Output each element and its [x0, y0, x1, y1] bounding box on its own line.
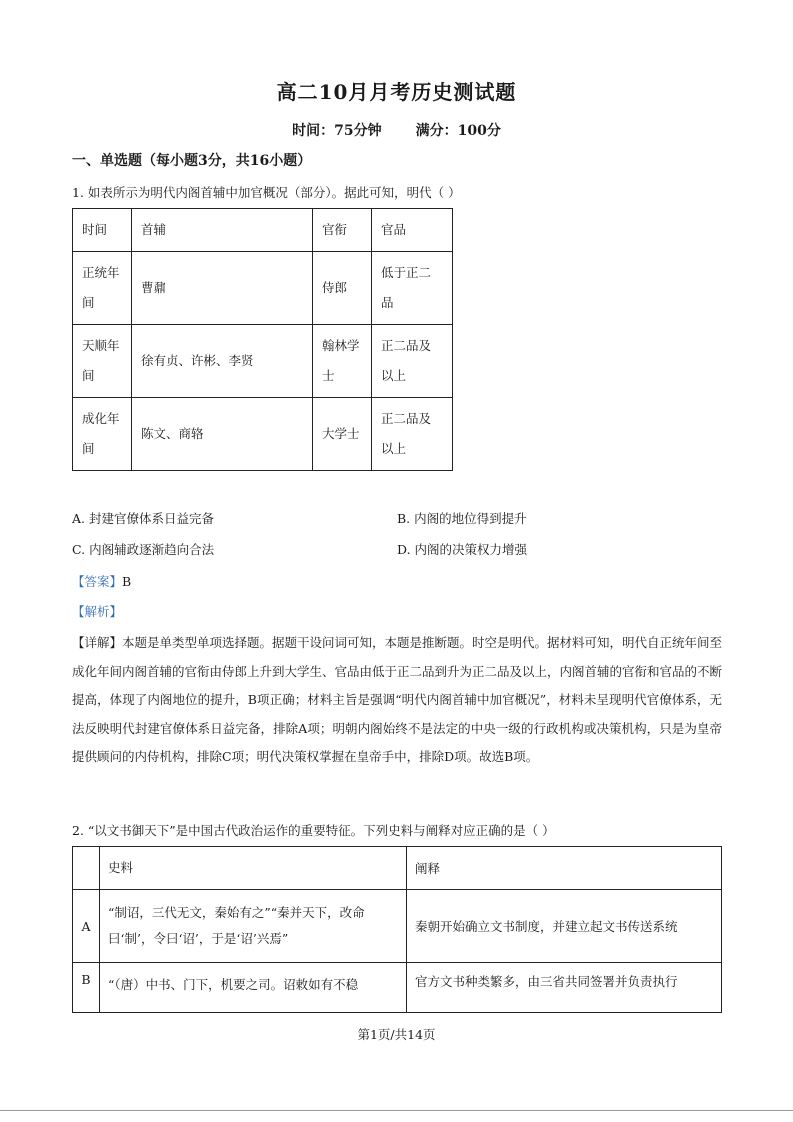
table-cell: 正二品及以上: [381, 338, 432, 383]
table-cell: 低于正二品: [381, 265, 432, 310]
option-b: B. 内阁的地位得到提升: [397, 511, 527, 526]
option-d: D. 内阁的决策权力增强: [397, 542, 528, 557]
answer-label: 【答案】: [72, 574, 123, 589]
question-2-table: [72, 846, 722, 1013]
table-cell: 秦朝开始确立文书制度，并建立起文书传送系统: [407, 890, 722, 963]
table-cell: 官方文书种类繁多，由三省共同签署并负责执行: [407, 963, 722, 1013]
table-header-cell: 时间: [73, 209, 132, 252]
answer-line: [72, 572, 131, 590]
table-cell: 曹鼐: [132, 252, 313, 325]
table-row: [73, 890, 722, 963]
table-cell: 侍郎: [322, 280, 348, 295]
exam-time: 时间：75分钟: [292, 123, 382, 139]
section-heading: 一、单选题（每小题3分，共16小题）: [72, 153, 312, 169]
table-cell: 正统年间: [82, 265, 120, 310]
table-header-cell: 官衔: [313, 209, 372, 252]
table-row: [73, 252, 453, 325]
option-c: C. 内阁辅政逐渐趋向合法: [72, 542, 215, 557]
table-cell: “（唐）中书、门下，机要之司。诏敕如有不稳: [100, 963, 407, 1013]
table-header-row: [73, 847, 722, 890]
question-2-stem: 2. “以文书御天下”是中国古代政治运作的重要特征。下列史料与阐释对应正确的是（ ）: [72, 823, 555, 838]
page-footer: 第1页/共14页: [357, 1027, 436, 1042]
page-title: 高二10月月考历史测试题: [276, 80, 517, 104]
table-cell: 正二品及以上: [381, 411, 432, 456]
analysis-label: 【解析】: [72, 604, 123, 619]
exam-info: [0, 120, 793, 140]
table-header-cell: 阐释: [407, 847, 722, 890]
table-row: [73, 398, 453, 471]
table-header-cell: 首辅: [132, 209, 313, 252]
table-header-cell: 史料: [100, 847, 407, 890]
table-row: [73, 325, 453, 398]
table-header-row: [73, 209, 453, 252]
table-cell: 徐有贞、许彬、李贤: [132, 325, 313, 398]
answer-value: B: [122, 574, 132, 589]
table-header-cell: 官品: [372, 209, 453, 252]
table-row: [73, 963, 722, 1013]
bottom-divider: [0, 1110, 793, 1111]
exam-score: 满分：100分: [415, 123, 501, 139]
question-1-stem: 1. 如表所示为明代内阁首辅中加官概况（部分）。据此可知，明代（ ）: [72, 185, 461, 200]
table-cell: 成化年间: [82, 411, 120, 456]
table-cell: 大学士: [322, 426, 360, 441]
table-header-cell: [73, 847, 100, 890]
table-cell: 陈文、商辂: [132, 398, 313, 471]
table-cell: 翰林学士: [322, 338, 360, 383]
analysis-detail: 【详解】本题是单类型单项选择题。据题干设问词可知，本题是推断题。时空是明代。据材料可知，明代自正统年间至成化年间内阁首辅的官衔由侍郎上升到大学生、官品由低于正二品到升为正二品及以上，内阁首辅的官衔和官品的不断提高，体现了内阁地位的提升，B项正确；材料主旨是强调“明代内阁首辅中加官概况”，材料未呈现明代官僚体系，无法反映明代封建官僚体系日益完备，排除A项；明朝内阁始终不是法定的中央一级的行政机构或决策机构，只是为皇帝提供顾问的内侍机构，排除C项；明代决策权掌握在皇帝手中，排除D项。故选B项。: [72, 635, 723, 764]
table-cell: B: [73, 963, 100, 1013]
table-cell: A: [73, 890, 100, 963]
table-cell: “制诏，三代无文，秦始有之”“秦并天下，改命曰‘制’，令曰‘诏’，于是‘诏’兴焉”: [100, 890, 407, 963]
question-1-table: [72, 208, 453, 471]
table-cell: 天顺年间: [82, 338, 120, 383]
option-a: A. 封建官僚体系日益完备: [72, 511, 214, 526]
